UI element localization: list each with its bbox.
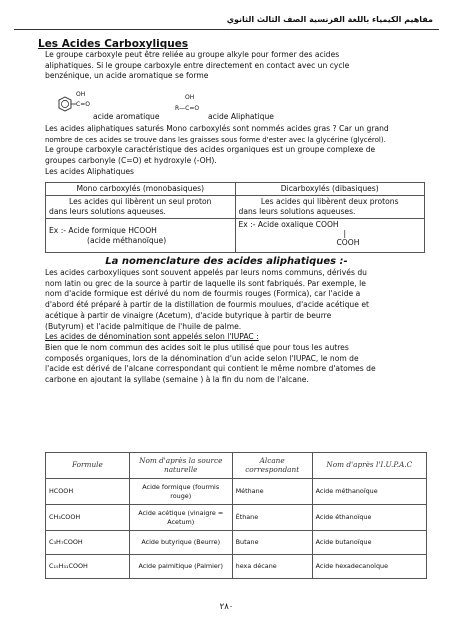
table-cell: HCOOH [46,479,130,505]
text-line: (Butyrum) et l'acide palmitique de l'huile de palme. [45,321,242,331]
page-number: ٢٨٠ [219,602,234,612]
table-cell: Acide méthanoïque [312,479,426,505]
table-cell: Butane [232,531,312,555]
aromatic-acid-label: acide aromatique [93,112,160,121]
section-title: La nomenclature des acides aliphatiques :- [105,256,348,267]
table-header-cell: Dicarboxylés (dibasiques) [235,183,425,196]
text-line: nombre de ces acides se trouve dans les graisses sous forme d'ester avec la glycérine (glycérol). [45,135,386,144]
table-cell [46,196,236,219]
table-row [46,505,427,531]
text-line: Les acides carboxyliques sont souvent appelés par leurs noms communs, dérivés du [45,268,367,277]
benzene-ring-icon [52,94,78,118]
table-cell: Acide éthanoïque [312,505,426,531]
text-line: carbone en ajoutant la syllabe (semaine ) à la fin du nom de l'alcane. [45,375,309,385]
table-cell: CH₃COOH [46,505,130,531]
table-header-cell: Mono carboxylés (monobasiques) [46,183,236,196]
text-line: Le groupe carboxyle peut être reliée au groupe alkyle pour former des acides [45,50,340,59]
cell-line: Les acides qui libèrent deux protons [260,197,399,206]
table-header-cell: Alcane correspondant [232,453,312,479]
text-line: aliphatiques. Si le groupe carboxyle entre directement en contact avec un cycle [45,60,350,70]
table-cell: Éthane [232,505,312,531]
iupac-heading: Les acides de dénomination sont appelés selon l'IUPAC : [45,332,259,342]
bond-line: | [343,229,347,238]
table-cell: C₁₅H₃₁COOH [46,555,130,579]
page-header: مفاهيم الكيمياء باللغة الفرنسية الصف الثالث الثانوي [14,12,439,30]
cell-line: COOH [336,238,360,247]
nomenclature-table [45,452,427,579]
table-row [46,219,425,253]
table-header-row [46,183,425,196]
table-cell: Acide acétique (vinaigre = Acetum) [129,505,232,531]
aliphatic-acid-label: acide Aliphatique [208,112,274,121]
table-row [46,555,427,579]
table-cell: Acide palmitique (Palmier) [129,555,232,579]
text-line: acétique à partir de vinaigre (Acetum), d'acide butyrique à partir de beurre [45,310,332,320]
aromatic-oh-label: OH [76,91,86,98]
cell-line: Les acides qui libèrent un seul proton [68,197,212,206]
table-cell: Acide butanoïque [312,531,426,555]
table-row [46,531,427,555]
text-line: d'abord été préparé à partir de la distillation de fourmis moulues, d'acide acétique et [45,300,369,310]
table-cell: hexa décane [232,555,312,579]
table-cell: C₃H₇COOH [46,531,130,555]
text-line: Le groupe carboxyle caractéristique des acides organiques est un groupe complexe de [45,145,376,155]
cell-line: Ex :- Acide formique HCOOH [49,225,157,235]
cell-line: dans leurs solutions aqueuses. [238,207,356,216]
table-header-row [46,453,427,479]
table-cell: Méthane [232,479,312,505]
page-title: Les Acides Carboxyliques [38,38,189,50]
table-cell [235,219,425,253]
aliphatic-oh-label: OH [185,94,195,101]
text-line: nom latin ou grec de la source à partir de laquelle ils sont fabriqués. Par exemple, le [45,278,366,288]
text-line: nom d'acide formique est dérivé du nom de fourmis rouges (Formica), car l'acide a [45,289,361,299]
text-line: Les acides aliphatiques saturés Mono carboxylés sont nommés acides gras ? Car un grand [45,124,389,133]
text-line: l'acide est dérivé de l'alcane correspondant qui contient le même nombre d'atomes de [45,364,376,374]
intro-paragraph [45,50,425,82]
fatty-acids-paragraph [45,124,427,178]
table-cell: Acide butyrique (Beurre) [129,531,232,555]
table-header-cell: Nom d'après l'I.U.P.A.C [312,453,426,479]
cell-line: (acide méthanoïque) [87,235,167,245]
table-header-cell: Nom d'après la source naturelle [129,453,232,479]
text-line: composés organiques, lors de la dénomination d'un acide selon l'IUPAC, le nom de [45,353,359,363]
text-line: Les acides Aliphatiques [45,166,134,176]
text-line: Bien que le nom commun des acides soit le plus utilisé que pour tous les autres [45,342,349,352]
table-cell [46,219,236,253]
table-cell: Acide formique (fourmis rouge) [129,479,232,505]
table-row [46,479,427,505]
aromatic-co-label: C=O [76,101,90,108]
text-line: groupes carbonyle (C=O) et hydroxyle (-OH). [45,156,217,166]
table-header-cell: Formule [46,453,130,479]
table-cell: Acide hexadecanoïque [312,555,426,579]
aliphatic-formula: R—C=O [175,105,200,112]
nomenclature-paragraph [45,268,427,386]
table-cell [235,196,425,219]
aliphatic-acids-table [45,182,425,253]
cell-line: dans leurs solutions aqueuses. [49,207,166,216]
text-line: benzénique, un acide aromatique se forme [45,71,209,81]
table-row [46,196,425,219]
cell-line: Ex :- Acide oxalique COOH [238,220,339,229]
